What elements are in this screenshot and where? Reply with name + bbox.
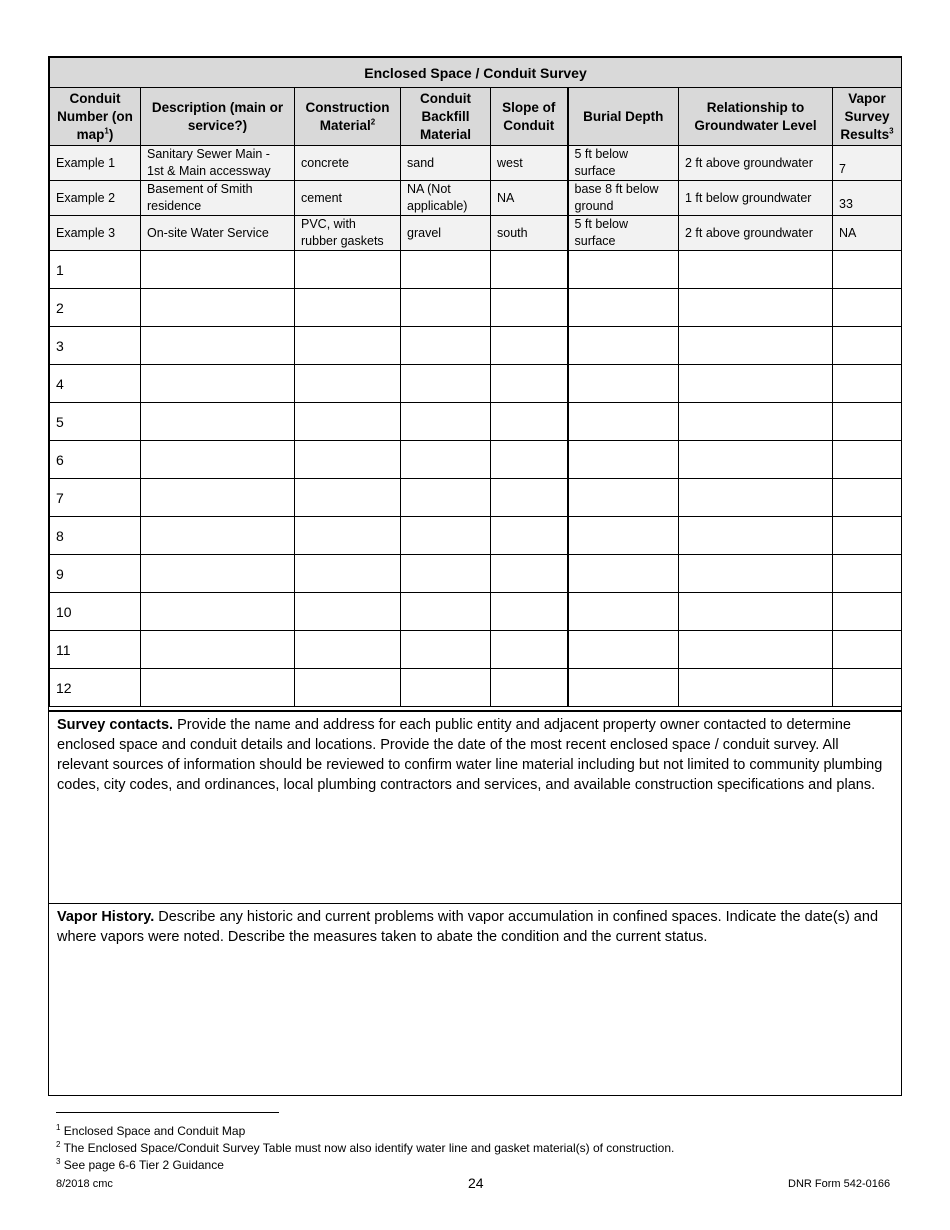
table-row [50, 593, 902, 631]
example-cell: Example 3 [50, 216, 141, 251]
entry-cell[interactable] [568, 479, 679, 517]
entry-cell[interactable] [679, 251, 833, 289]
entry-cell[interactable] [491, 365, 568, 403]
entry-cell[interactable] [568, 593, 679, 631]
example-cell: Basement of Smith residence [141, 181, 295, 216]
entry-cell[interactable] [679, 365, 833, 403]
vapor-history-section[interactable] [49, 903, 901, 1096]
entry-cell[interactable] [833, 669, 902, 707]
column-header: Conduit Backfill Material [401, 88, 491, 146]
example-cell: gravel [401, 216, 491, 251]
entry-cell[interactable] [295, 479, 401, 517]
example-cell: Sanitary Sewer Main - 1st & Main accessway [141, 146, 295, 181]
entry-cell[interactable] [679, 441, 833, 479]
example-cell: sand [401, 146, 491, 181]
footer-date: 8/2018 cmc [56, 1178, 113, 1190]
entry-cell[interactable] [568, 365, 679, 403]
page-number: 24 [468, 1175, 484, 1191]
column-header: Conduit Number (on map$^1$) [50, 88, 141, 146]
entry-cell[interactable] [833, 479, 902, 517]
example-row [50, 216, 902, 251]
row-number[interactable]: 8 [50, 517, 141, 555]
entry-cell[interactable] [833, 327, 902, 365]
survey-form [48, 56, 902, 1096]
example-cell: NA [833, 216, 902, 251]
entry-cell[interactable] [401, 517, 491, 555]
table-row [50, 289, 902, 327]
entry-cell[interactable] [568, 403, 679, 441]
entry-cell[interactable] [141, 669, 295, 707]
entry-cell[interactable] [833, 631, 902, 669]
entry-cell[interactable] [833, 251, 902, 289]
entry-cell[interactable] [295, 517, 401, 555]
example-cell: Example 2 [50, 181, 141, 216]
column-header: Burial Depth [568, 88, 679, 146]
table-row [50, 517, 902, 555]
row-number[interactable]: 1 [50, 251, 141, 289]
row-number[interactable]: 2 [50, 289, 141, 327]
entry-cell[interactable] [679, 327, 833, 365]
column-header: Description (main or service?) [141, 88, 295, 146]
entry-cell[interactable] [401, 327, 491, 365]
entry-cell[interactable] [568, 517, 679, 555]
entry-cell[interactable] [568, 669, 679, 707]
example-cell: 5 ft below surface [568, 146, 679, 181]
vapor-history-label: Vapor History. [57, 909, 155, 925]
entry-cell[interactable] [491, 555, 568, 593]
column-header: Vapor Survey Results$^3$ [833, 88, 902, 146]
table-row [50, 441, 902, 479]
example-row [50, 146, 902, 181]
example-cell: base 8 ft below ground [568, 181, 679, 216]
entry-cell[interactable] [141, 479, 295, 517]
entry-cell[interactable] [491, 289, 568, 327]
entry-cell[interactable] [833, 555, 902, 593]
entry-cell[interactable] [141, 365, 295, 403]
entry-cell[interactable] [295, 441, 401, 479]
entry-cell[interactable] [401, 669, 491, 707]
entry-cell[interactable] [679, 555, 833, 593]
entry-cell[interactable] [568, 631, 679, 669]
entry-cell[interactable] [401, 251, 491, 289]
entry-cell[interactable] [568, 327, 679, 365]
entry-cell[interactable] [401, 289, 491, 327]
survey-contacts-label: Survey contacts. [57, 717, 174, 733]
survey-contacts-text: Provide the name and address for each public entity and adjacent property owner contacted to determine enclosed space and conduit details and locations. Provide the date of the most recent enclosed space / conduit survey. All relevant sources of information should be reviewed to confirm water line material including but not limited to community plumbing codes, city codes, and ordinances, local plumbing contractors and services, and available construction specifications and plans. [57, 717, 883, 793]
example-cell: west [491, 146, 568, 181]
entry-cell[interactable] [679, 517, 833, 555]
entry-cell[interactable] [491, 631, 568, 669]
row-number[interactable]: 7 [50, 479, 141, 517]
entry-cell[interactable] [401, 555, 491, 593]
entry-cell[interactable] [491, 327, 568, 365]
row-number[interactable]: 5 [50, 403, 141, 441]
entry-cell[interactable] [833, 365, 902, 403]
entry-cell[interactable] [295, 555, 401, 593]
entry-cell[interactable] [295, 669, 401, 707]
example-cell: PVC, with rubber gaskets [295, 216, 401, 251]
row-number[interactable]: 11 [50, 631, 141, 669]
entry-cell[interactable] [491, 517, 568, 555]
entry-cell[interactable] [295, 631, 401, 669]
entry-cell[interactable] [401, 593, 491, 631]
entry-cell[interactable] [141, 593, 295, 631]
entry-cell[interactable] [141, 327, 295, 365]
entry-cell[interactable] [295, 251, 401, 289]
entry-cell[interactable] [833, 593, 902, 631]
example-cell: 1 ft below groundwater [679, 181, 833, 216]
entry-cell[interactable] [833, 289, 902, 327]
column-header: Relationship to Groundwater Level [679, 88, 833, 146]
entry-cell[interactable] [295, 327, 401, 365]
column-header: Construction Material$^2$ [295, 88, 401, 146]
example-cell: On-site Water Service [141, 216, 295, 251]
example-cell: 33 [833, 181, 902, 216]
example-cell: 2 ft above groundwater [679, 146, 833, 181]
table-row [50, 327, 902, 365]
table-row [50, 479, 902, 517]
example-cell: NA (Not applicable) [401, 181, 491, 216]
entry-cell[interactable] [141, 555, 295, 593]
example-cell: Example 1 [50, 146, 141, 181]
row-number[interactable]: 9 [50, 555, 141, 593]
entry-cell[interactable] [295, 365, 401, 403]
entry-cell[interactable] [401, 479, 491, 517]
header-row [50, 88, 902, 146]
entry-cell[interactable] [679, 631, 833, 669]
entry-cell[interactable] [679, 593, 833, 631]
entry-cell[interactable] [491, 479, 568, 517]
entry-cell[interactable] [491, 669, 568, 707]
footnote-3: $^3$ See page 6-6 Tier 2 Guidance [56, 1157, 224, 1172]
table-row [50, 365, 902, 403]
entry-cell[interactable] [141, 441, 295, 479]
entry-cell[interactable] [491, 441, 568, 479]
entry-cell[interactable] [401, 403, 491, 441]
footnote-2: $^2$ The Enclosed Space/Conduit Survey Table must now also identify water line and gasket material(s) of construction. [56, 1140, 675, 1155]
entry-cell[interactable] [491, 251, 568, 289]
example-cell: NA [491, 181, 568, 216]
entry-cell[interactable] [833, 517, 902, 555]
row-number[interactable]: 10 [50, 593, 141, 631]
entry-cell[interactable] [401, 365, 491, 403]
entry-cell[interactable] [679, 289, 833, 327]
footnotes [56, 1112, 896, 1174]
example-cell: 7 [833, 146, 902, 181]
table-title: Enclosed Space / Conduit Survey [50, 58, 902, 88]
entry-cell[interactable] [568, 251, 679, 289]
example-cell: 2 ft above groundwater [679, 216, 833, 251]
entry-cell[interactable] [141, 631, 295, 669]
entry-cell[interactable] [833, 441, 902, 479]
entry-cell[interactable] [679, 403, 833, 441]
entry-cell[interactable] [568, 441, 679, 479]
table-row [50, 631, 902, 669]
entry-cell[interactable] [141, 251, 295, 289]
example-cell: concrete [295, 146, 401, 181]
entry-cell[interactable] [568, 289, 679, 327]
entry-cell[interactable] [401, 441, 491, 479]
entry-cell[interactable] [141, 517, 295, 555]
conduit-survey-table [49, 57, 902, 707]
table-row [50, 555, 902, 593]
example-cell: 5 ft below surface [568, 216, 679, 251]
row-number[interactable]: 12 [50, 669, 141, 707]
entry-cell[interactable] [679, 669, 833, 707]
row-number[interactable]: 4 [50, 365, 141, 403]
entry-cell[interactable] [295, 289, 401, 327]
vapor-history-text: Describe any historic and current problems with vapor accumulation in confined spaces. Indicate the date(s) and where vapors were noted. Describe the measures taken to abate the condition and the current status. [57, 909, 879, 945]
entry-cell[interactable] [295, 593, 401, 631]
entry-cell[interactable] [491, 593, 568, 631]
example-row [50, 181, 902, 216]
row-number[interactable]: 6 [50, 441, 141, 479]
footnote-1: $^1$ Enclosed Space and Conduit Map [56, 1123, 246, 1138]
example-cell: cement [295, 181, 401, 216]
footnote-divider [56, 1112, 279, 1113]
table-row [50, 251, 902, 289]
table-row [50, 669, 902, 707]
entry-cell[interactable] [141, 289, 295, 327]
form-number: DNR Form 542-0166 [788, 1178, 891, 1190]
column-header: Slope of Conduit [491, 88, 568, 146]
entry-cell[interactable] [679, 479, 833, 517]
entry-cell[interactable] [491, 403, 568, 441]
entry-cell[interactable] [295, 403, 401, 441]
entry-cell[interactable] [568, 555, 679, 593]
row-number[interactable]: 3 [50, 327, 141, 365]
table-row [50, 403, 902, 441]
entry-cell[interactable] [141, 403, 295, 441]
entry-cell[interactable] [833, 403, 902, 441]
survey-contacts-section[interactable] [49, 710, 901, 903]
entry-cell[interactable] [401, 631, 491, 669]
example-cell: south [491, 216, 568, 251]
